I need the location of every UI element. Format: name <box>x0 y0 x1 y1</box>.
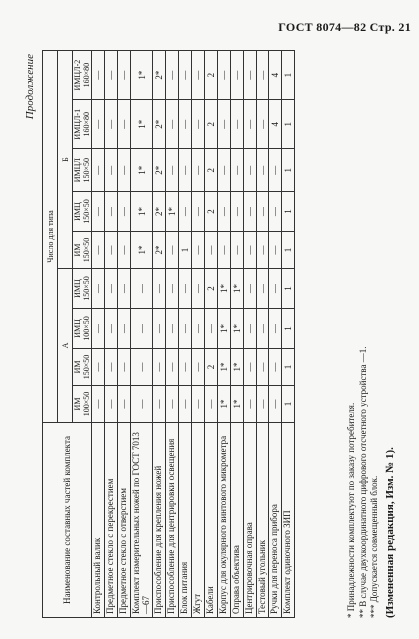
row-value: — <box>269 385 282 422</box>
row-value: 2 <box>205 348 218 385</box>
row-value: — <box>217 51 230 100</box>
row-value: — <box>205 308 218 348</box>
row-value: 2 <box>205 192 218 232</box>
row-value: — <box>217 149 230 192</box>
row-value: — <box>166 348 179 385</box>
row-name: Предметное стекло с перекрестием <box>104 423 117 618</box>
table-row <box>104 51 117 618</box>
footnote: *** Допускается совмещенный блок. <box>369 475 380 618</box>
row-value: — <box>117 149 130 192</box>
table-row <box>117 51 130 618</box>
row-name: Комплект измерительных ножей по ГОСТ 7013—67 <box>130 423 153 618</box>
row-value: — <box>256 385 269 422</box>
row-value: — <box>117 269 130 309</box>
row-value: 1 <box>282 269 295 309</box>
row-value: 1* <box>217 385 230 422</box>
table-row <box>243 51 256 618</box>
row-value: — <box>192 385 205 422</box>
row-name: Жгут <box>192 423 205 618</box>
row-value: — <box>230 149 243 192</box>
page-header: ГОСТ 8074—82 Стр. 21 <box>278 20 411 34</box>
row-value: 1* <box>217 269 230 309</box>
row-value: 1 <box>282 149 295 192</box>
row-value: — <box>117 192 130 232</box>
row-value: — <box>256 308 269 348</box>
row-value: — <box>92 192 105 232</box>
row-value: — <box>153 385 166 422</box>
row-value: 1* <box>217 348 230 385</box>
row-value: — <box>256 348 269 385</box>
row-value: — <box>179 385 192 422</box>
row-value: — <box>92 51 105 100</box>
row-value: 1* <box>130 192 153 232</box>
row-name: Приспособление для крепления ножей <box>153 423 166 618</box>
type-header: ИМЦ 150×50 <box>73 192 92 232</box>
row-name: Корпус для окулярного винтового микрометра <box>217 423 230 618</box>
row-value: — <box>256 149 269 192</box>
footnote: * Принадлежности комплектуют по заказу потребителя. <box>346 402 356 618</box>
row-value: — <box>269 232 282 269</box>
row-value: — <box>117 232 130 269</box>
row-value: — <box>256 269 269 309</box>
type-header: ИМЦЛ 150×50 <box>73 149 92 192</box>
row-value: — <box>153 269 166 309</box>
row-value: 2 <box>205 51 218 100</box>
row-value: — <box>179 192 192 232</box>
name-column-header: Наименование составных частей комплекта <box>43 423 92 618</box>
row-value: — <box>230 100 243 149</box>
row-value: — <box>104 149 117 192</box>
row-value: — <box>269 308 282 348</box>
row-value: — <box>269 269 282 309</box>
table-row <box>205 51 218 618</box>
row-value: — <box>117 385 130 422</box>
row-value: — <box>243 100 256 149</box>
row-value: — <box>205 385 218 422</box>
row-value: — <box>192 192 205 232</box>
row-value: — <box>117 100 130 149</box>
row-value: — <box>269 149 282 192</box>
group-b-header: Б <box>58 51 73 269</box>
row-name: Ручки для переноса прибора <box>269 423 282 618</box>
row-value: — <box>104 100 117 149</box>
row-value: — <box>192 308 205 348</box>
table-row <box>166 51 179 618</box>
row-value: — <box>192 348 205 385</box>
row-value: 2 <box>205 100 218 149</box>
table-row <box>256 51 269 618</box>
row-value: 1* <box>217 308 230 348</box>
row-value: — <box>92 308 105 348</box>
row-value: 1 <box>179 232 192 269</box>
row-value: 4 <box>269 51 282 100</box>
row-value: — <box>104 385 117 422</box>
row-value: — <box>130 385 153 422</box>
row-value: — <box>153 308 166 348</box>
row-value: — <box>243 149 256 192</box>
row-name: Тестовый угольник <box>256 423 269 618</box>
edition-note: (Измененная редакция, Изм. № 1). <box>384 447 397 618</box>
row-value: — <box>166 100 179 149</box>
row-value: — <box>92 149 105 192</box>
table-row <box>282 51 295 618</box>
row-value: — <box>92 100 105 149</box>
row-value: — <box>269 192 282 232</box>
row-value: 2 <box>205 269 218 309</box>
type-header: ИМ 150×50 <box>73 232 92 269</box>
row-value: — <box>192 100 205 149</box>
row-value: — <box>92 348 105 385</box>
row-value: — <box>243 385 256 422</box>
row-value: — <box>243 269 256 309</box>
row-value: — <box>192 51 205 100</box>
row-value: 1* <box>130 232 153 269</box>
specification-table <box>42 50 295 618</box>
row-value: — <box>104 232 117 269</box>
row-value: 2* <box>153 232 166 269</box>
rotated-page-content <box>24 50 410 618</box>
row-value: — <box>92 232 105 269</box>
row-value: 2* <box>153 51 166 100</box>
row-value: — <box>104 308 117 348</box>
footnotes <box>346 50 397 618</box>
row-value: — <box>92 385 105 422</box>
table-row <box>130 51 153 618</box>
row-value: 1* <box>230 308 243 348</box>
row-value: 1* <box>130 100 153 149</box>
row-value: 1 <box>282 192 295 232</box>
row-name: Кабели <box>205 423 218 618</box>
row-value: — <box>104 348 117 385</box>
rotated-block <box>24 50 410 618</box>
row-value: — <box>256 232 269 269</box>
row-value: — <box>104 269 117 309</box>
row-value: — <box>166 269 179 309</box>
row-value: — <box>217 232 230 269</box>
row-value: — <box>179 149 192 192</box>
row-value: — <box>256 100 269 149</box>
row-name: Оправа объектива <box>230 423 243 618</box>
row-value: — <box>256 51 269 100</box>
row-value: 2* <box>153 192 166 232</box>
table-row <box>230 51 243 618</box>
row-value: — <box>230 232 243 269</box>
type-header: ИМЦЛ-1 160×80 <box>73 100 92 149</box>
table-row <box>153 51 166 618</box>
table-row <box>192 51 205 618</box>
count-header: Число для типа <box>43 51 58 423</box>
row-value: — <box>243 308 256 348</box>
row-value: 1* <box>166 192 179 232</box>
row-value: — <box>166 149 179 192</box>
row-value: — <box>166 232 179 269</box>
row-value: 1 <box>282 232 295 269</box>
row-value: — <box>217 192 230 232</box>
row-value: — <box>153 348 166 385</box>
row-value: — <box>243 51 256 100</box>
row-value: — <box>243 348 256 385</box>
table-row <box>269 51 282 618</box>
row-value: — <box>117 308 130 348</box>
row-value: — <box>166 308 179 348</box>
row-value: — <box>117 348 130 385</box>
row-value: — <box>179 269 192 309</box>
row-value: 1* <box>230 348 243 385</box>
row-value: — <box>256 192 269 232</box>
type-header: ИМ 150×50 <box>73 348 92 385</box>
row-value: — <box>192 232 205 269</box>
row-value: — <box>117 51 130 100</box>
row-value: — <box>205 232 218 269</box>
table-row <box>179 51 192 618</box>
row-value: 1* <box>130 51 153 100</box>
row-value: — <box>243 232 256 269</box>
footnote: ** В случае двухкоординатного цифрового отсчетного устройства —1. <box>357 346 368 618</box>
row-value: — <box>130 348 153 385</box>
row-value: 1 <box>282 385 295 422</box>
row-value: 1 <box>282 51 295 100</box>
row-name: Комплект одиночного ЗИП <box>282 423 295 618</box>
row-value: — <box>104 192 117 232</box>
row-name: Блок питания <box>179 423 192 618</box>
type-header: ИМЦ 100×50 <box>73 308 92 348</box>
row-value: 4 <box>269 100 282 149</box>
row-name: Центрировочная оправа <box>243 423 256 618</box>
row-value: — <box>217 100 230 149</box>
type-header: ИМ 100×50 <box>73 385 92 422</box>
row-value: — <box>192 149 205 192</box>
row-name: Приспособление для центрировки освещения <box>166 423 179 618</box>
table-body <box>92 51 295 618</box>
type-header: ИМЦЛ-2 160×80 <box>73 51 92 100</box>
row-value: — <box>104 51 117 100</box>
row-value: — <box>230 192 243 232</box>
row-name: Контрольный валик <box>92 423 105 618</box>
table-row <box>92 51 105 618</box>
row-value: 1* <box>230 269 243 309</box>
row-value: — <box>166 385 179 422</box>
row-value: 1 <box>282 100 295 149</box>
row-value: — <box>243 192 256 232</box>
row-value: — <box>179 51 192 100</box>
type-header: ИМЦ 150×50 <box>73 269 92 309</box>
row-value: 1* <box>230 385 243 422</box>
row-name: Предметное стекло с отверстием <box>117 423 130 618</box>
row-value: — <box>130 269 153 309</box>
row-value: 1 <box>282 348 295 385</box>
row-value: 1* <box>130 149 153 192</box>
group-a-header: А <box>58 269 73 423</box>
table-row <box>217 51 230 618</box>
row-value: — <box>166 51 179 100</box>
row-value: 2* <box>153 100 166 149</box>
row-value: 1 <box>282 308 295 348</box>
row-value: — <box>179 308 192 348</box>
continuation-label: Продолжение <box>24 54 36 120</box>
row-value: — <box>179 100 192 149</box>
row-value: — <box>192 269 205 309</box>
row-value: 2* <box>153 149 166 192</box>
row-value: — <box>130 308 153 348</box>
row-value: — <box>230 51 243 100</box>
row-value: — <box>92 269 105 309</box>
row-value: 2 <box>205 149 218 192</box>
row-value: — <box>179 348 192 385</box>
row-value: — <box>269 348 282 385</box>
